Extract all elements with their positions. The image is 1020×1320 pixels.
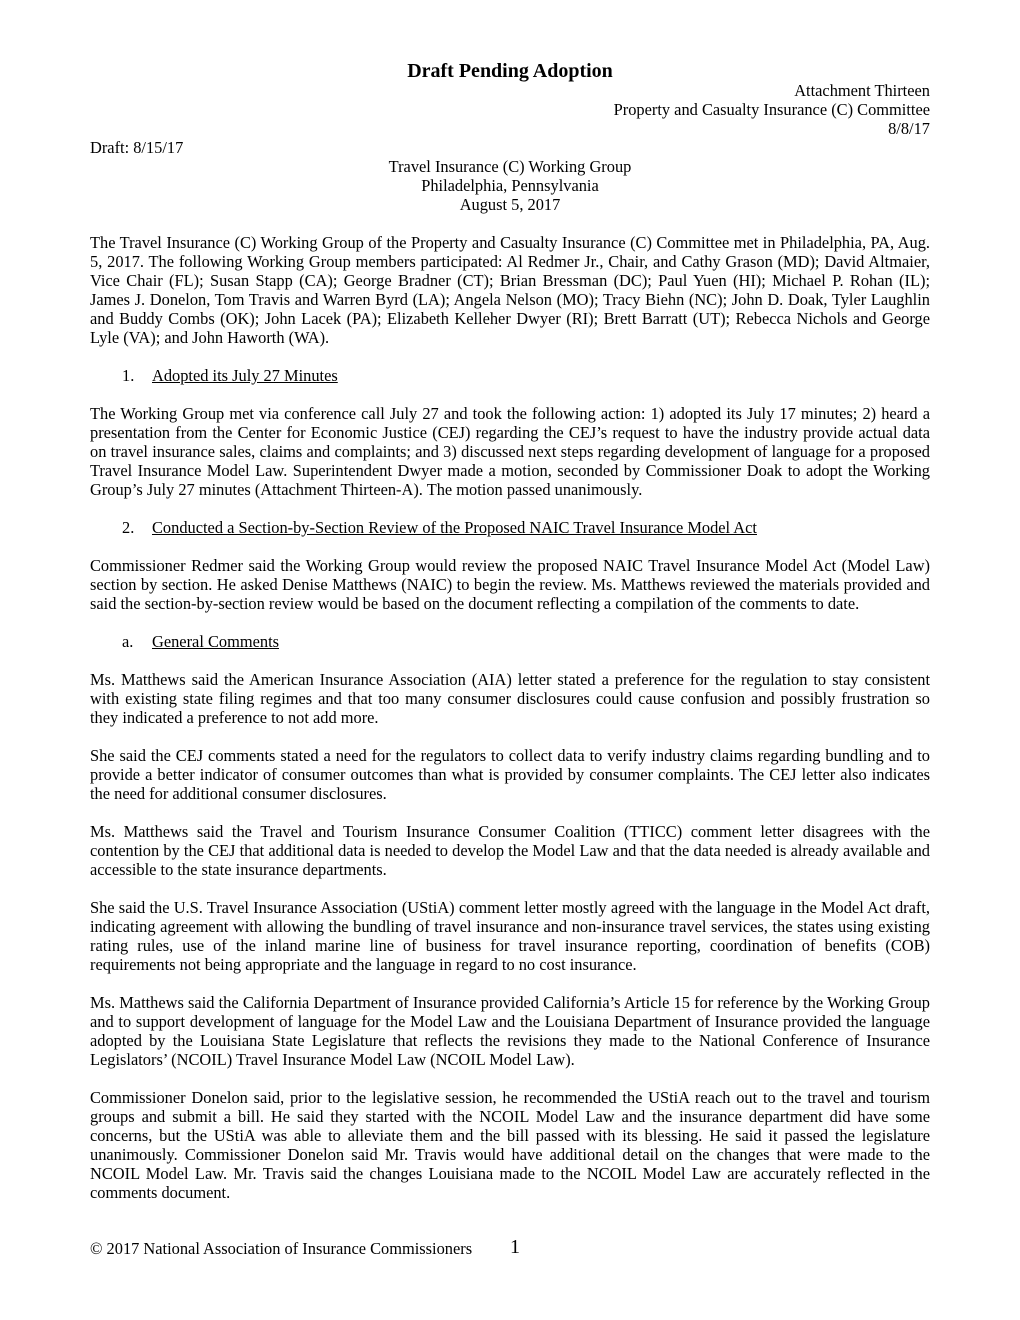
meeting-date-line: August 5, 2017 [459, 195, 561, 214]
subsection-a-title: General Comments [152, 632, 279, 651]
draft-status-heading: Draft Pending Adoption [407, 60, 613, 82]
general-comments-paragraph-california-louisiana: Ms. Matthews said the California Department of Insurance provided California’s Article 15 for reference by the Working Group and to support development of language for the Model Law and the Louisiana Department of Insurance provided the language adopted by the Louisiana State Legislature that reflects the revisions they made to the National Conference of Insurance Legislators’ (NCOIL) Travel Insurance Model Law (NCOIL Model Law). [90, 993, 930, 1069]
general-comments-paragraph-donelon: Commissioner Donelon said, prior to the legislative session, he recommended the UStiA reach out to the travel and tourism groups and submit a bill. He said they started with the NCOIL Model Law and the insurance department did have some concerns, but the UStiA was able to alleviate them and the bill passed with its blessing. He said it passed the legislature unanimously. Commissioner Donelon said Mr. Travis would have additional detail on the changes that were made to the NCOIL Model Law. Mr. Travis said the changes Louisiana made to the NCOIL Model Law are accurately reflected in the comments document. [90, 1088, 930, 1202]
section-1-number: 1. [122, 366, 135, 385]
draft-date-line: Draft: 8/15/17 [90, 138, 184, 157]
section-1-title: Adopted its July 27 Minutes [152, 366, 338, 385]
general-comments-paragraph-ustia: She said the U.S. Travel Insurance Association (UStiA) comment letter mostly agreed with the language in the Model Act draft, indicating agreement with allowing the bundling of travel insurance and non-insurance travel services, the states using existing rating rules, use of the inland marine line of business for travel insurance reporting, coordination of benefits (COB) requirements not being appropriate and the language in regard to no cost insurance. [90, 898, 930, 974]
attendance-paragraph: The Travel Insurance (C) Working Group of the Property and Casualty Insurance (C) Committee met in Philadelphia, PA, Aug. 5, 2017. The following Working Group members participated: Al Redmer Jr., Chair, and Cathy Grason (MD); David Altmaier, Vice Chair (FL); Susan Stapp (CA); George Bradner (CT); Brian Bressman (DC); Paul Yuen (HI); Michael P. Rohan (IL); James J. Donelon, Tom Travis and Warren Byrd (LA); Angela Nelson (MO); Tracy Biehn (NC); John D. Doak, Tyler Laughlin and Buddy Combs (OK); John Lacek (PA); Elizabeth Kelleher Dwyer (RI); Brett Barratt (UT); Rebecca Nichols and George Lyle (VA); and John Haworth (WA). [90, 233, 930, 347]
section-2-title: Conducted a Section-by-Section Review of the Proposed NAIC Travel Insurance Model Act [152, 518, 757, 537]
section-2-heading [122, 518, 930, 537]
meeting-header-block [90, 157, 930, 214]
committee-name-line: Property and Casualty Insurance (C) Committee [613, 100, 930, 119]
subsection-a-heading [122, 632, 930, 651]
general-comments-paragraph-aia: Ms. Matthews said the American Insurance Association (AIA) letter stated a preference for the regulation to stay consistent with existing state filing regimes and that too many consumer disclosures could cause confusion and possibly frustration so they indicated a preference to not add more. [90, 670, 930, 727]
general-comments-paragraph-cej: She said the CEJ comments stated a need for the regulators to collect data to verify industry claims regarding bundling and to provide a better indicator of consumer outcomes than what is provided by consumer complaints. The CEJ letter also indicates the need for additional consumer disclosures. [90, 746, 930, 803]
committee-date-line: 8/8/17 [888, 119, 930, 138]
section-2-paragraph: Commissioner Redmer said the Working Group would review the proposed NAIC Travel Insurance Model Act (Model Law) section by section. He asked Denise Matthews (NAIC) to begin the review. Ms. Matthews reviewed the materials provided and said the section-by-section review would be based on the document reflecting a compilation of the comments to date. [90, 556, 930, 613]
page-number: 1 [510, 1236, 520, 1258]
general-comments-paragraph-tticc: Ms. Matthews said the Travel and Tourism Insurance Consumer Coalition (TTICC) comment letter disagrees with the contention by the CEJ that additional data is needed to develop the Model Law and that the data needed is already available and accessible to the state insurance departments. [90, 822, 930, 879]
subsection-a-letter: a. [122, 632, 134, 651]
copyright-text: © 2017 National Association of Insurance Commissioners [90, 1239, 473, 1258]
section-2-number: 2. [122, 518, 135, 537]
page-footer [90, 1236, 930, 1258]
section-1-paragraph: The Working Group met via conference call July 27 and took the following action: 1) adopted its July 17 minutes; 2) heard a presentation from the Center for Economic Justice (CEJ) regarding the CEJ’s request to have the industry provide actual data on travel insurance sales, claims and complaints; and 3) discussed next steps regarding development of language for a proposed Travel Insurance Model Law. Superintendent Dwyer made a motion, seconded by Commissioner Doak to adopt the Working Group’s July 27 minutes (Attachment Thirteen-A). The motion passed unanimously. [90, 404, 930, 499]
attachment-block [90, 81, 930, 138]
attachment-number-line: Attachment Thirteen [794, 81, 930, 100]
working-group-name-line: Travel Insurance (C) Working Group [388, 157, 632, 176]
meeting-location-line: Philadelphia, Pennsylvania [421, 176, 599, 195]
section-1-heading [122, 366, 930, 385]
